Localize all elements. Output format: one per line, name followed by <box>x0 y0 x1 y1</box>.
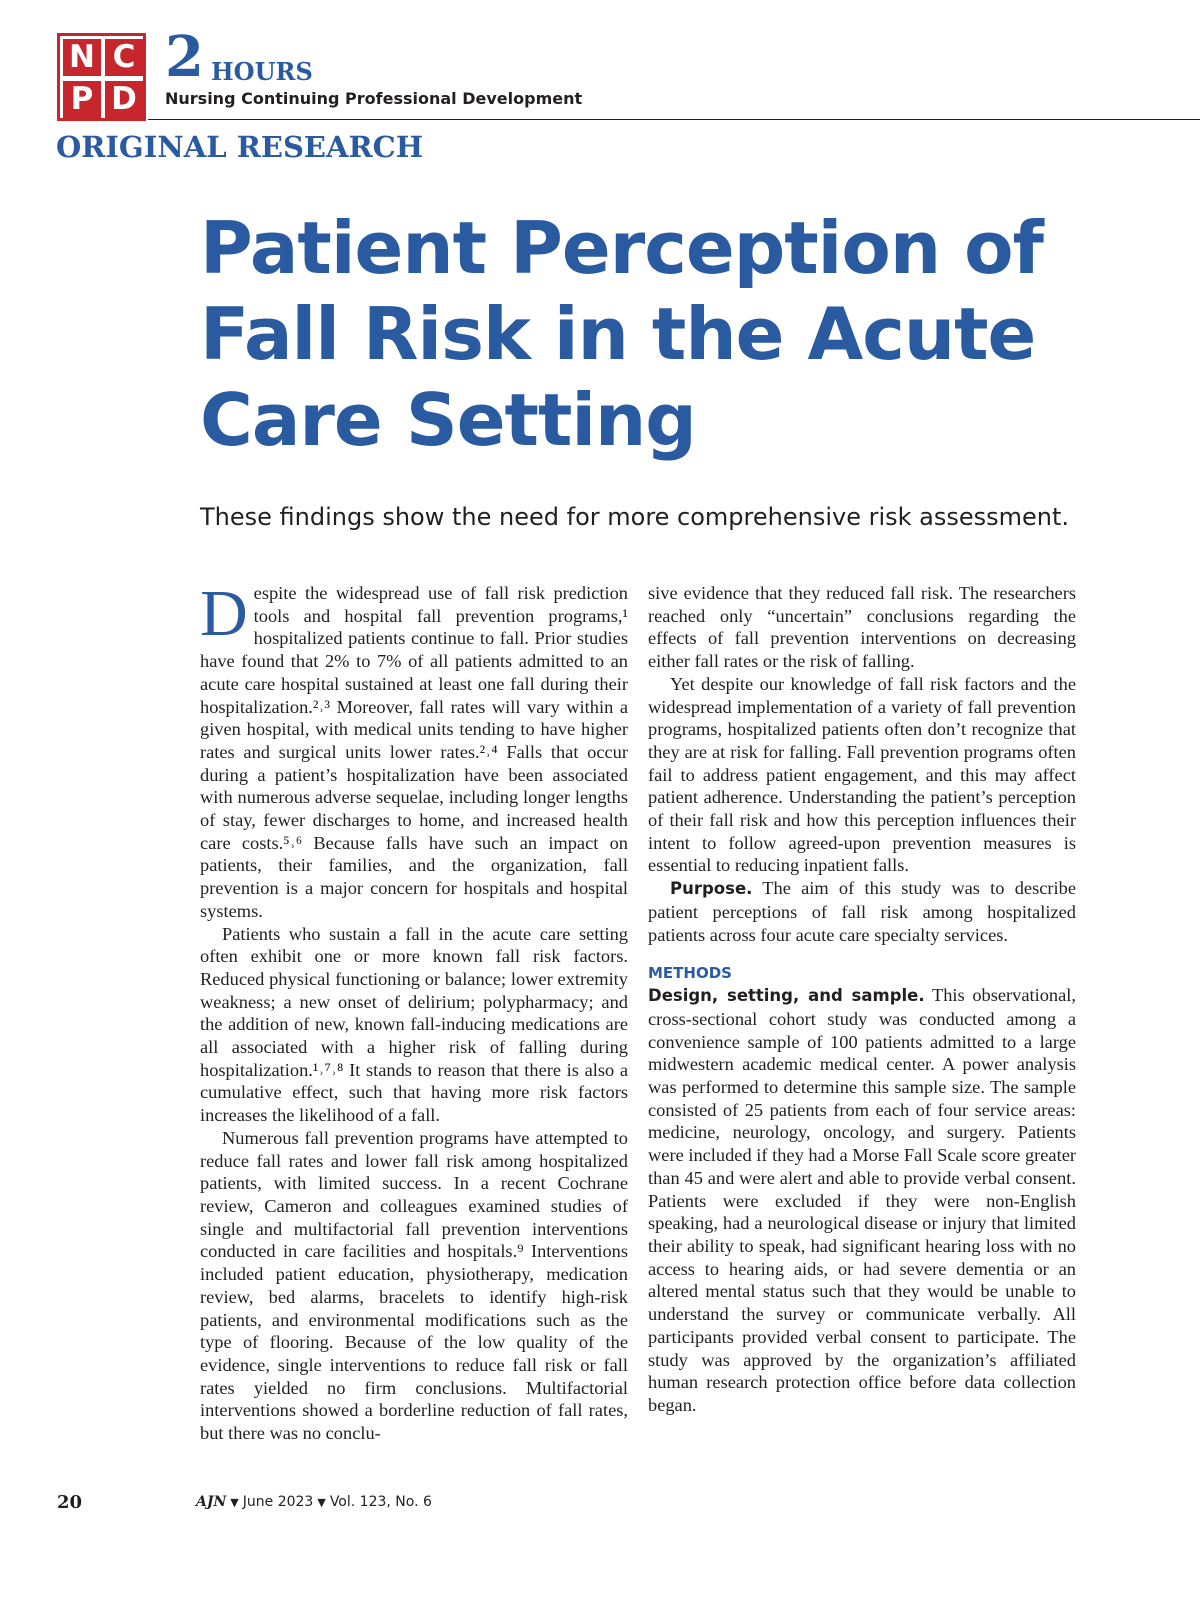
triangle-separator-icon: ▼ <box>317 1496 326 1509</box>
article-subtitle: These findings show the need for more comprehensive risk assessment. <box>200 503 1070 531</box>
hours-number: 2 <box>165 24 204 90</box>
triangle-separator-icon: ▼ <box>230 1496 239 1509</box>
purpose-text: The aim of this study was to describe patient perceptions of fall risk among hospitalized patients across four acute care specialty services. <box>648 878 1076 945</box>
journal-name: AJN <box>196 1494 227 1510</box>
body-paragraph-continued: sive evidence that they reduced fall risk. The researchers reached only “uncertain” conclusions regarding the effects of fall prevention interventions on decreasing either fall rates or the risk of falling. <box>648 583 1076 672</box>
body-column-left <box>200 577 628 1445</box>
hours-word: HOURS <box>211 57 313 86</box>
badge-letter-d: D <box>105 81 143 118</box>
section-label: ORIGINAL RESEARCH <box>56 130 424 164</box>
volume-info: Vol. 123, No. 6 <box>329 1494 432 1510</box>
ncpd-subtitle: Nursing Continuing Professional Development <box>165 89 583 108</box>
drop-cap: D <box>200 577 248 650</box>
ncpd-badge-logo <box>57 33 146 121</box>
page-number: 20 <box>57 1492 83 1513</box>
design-label: Design, setting, and sample. <box>648 986 925 1006</box>
paragraph-text: espite the widespread use of fall risk prediction tools and hospital fall prevention programs,¹ hospitalized patients continue to fall. Prior studies have found that 2% to 7% of all patients admitted to an acute care hospital sustained at least one fall during their hospitalization.²˒³ Moreover, fall rates will vary within a given hospital, with medical units tending to have higher rates and surgical units lower rates.²˒⁴ Falls that occur during a patient’s hospitalization have been associated with numerous adverse sequelae, including longer lengths of stay, fewer discharges to home, and increased health care costs.⁵˒⁶ Because falls have such an impact on patients, their families, and the organization, fall prevention is a major concern for hospitals and hospital systems. <box>200 583 628 921</box>
purpose-paragraph <box>648 877 1076 946</box>
badge-letter-c: C <box>105 39 143 76</box>
issue-date: June 2023 <box>242 1494 314 1510</box>
design-paragraph <box>648 984 1076 1416</box>
journal-info <box>196 1494 432 1510</box>
body-column-right <box>648 582 1076 1417</box>
methods-heading: METHODS <box>648 964 732 983</box>
badge-letter-p: P <box>63 81 101 118</box>
article-title: Patient Perception of Fall Risk in the Acute Care Setting <box>200 206 1043 462</box>
body-paragraph <box>200 577 628 923</box>
header-rule <box>148 119 1200 120</box>
body-paragraph: Patients who sustain a fall in the acute care setting often exhibit one or more known fall risk factors. Reduced physical functioning or balance; lower extremity weakness; a new onset of delirium; polypharmacy; and the addition of new, known fall-inducing medications are all associated with a higher risk of falling during hospitalization.¹˒⁷˒⁸ It stands to reason that there is also a cumulative effect, such that having more risk factors increases the likelihood of a fall. <box>200 923 628 1126</box>
body-paragraph: Yet despite our knowledge of fall risk factors and the widespread implementation of a variety of fall prevention programs, hospitalized patients often don’t recognize that they are at risk for falling. Fall prevention programs often fail to address patient engagement, and this may affect patient adherence. Understanding the patient’s perception of their fall risk and how this perception influences their intent to follow agreed-upon prevention measures is essential to reducing inpatient falls. <box>648 673 1076 876</box>
badge-letter-n: N <box>63 39 101 76</box>
body-paragraph: Numerous fall prevention programs have attempted to reduce fall rates and lower fall risk among hospitalized patients, with limited success. In a recent Cochrane review, Cameron and colleagues examined studies of single and multifactorial fall prevention interventions conducted in care facilities and hospitals.⁹ Interventions included patient education, physiotherapy, medication review, bed alarms, bracelets to identify high-risk patients, and environmental modifications such as the type of flooring. Because of the low quality of the evidence, single interventions to reduce fall risk or fall rates yielded no firm conclusions. Multifactorial interventions showed a borderline reduction of fall rates, but there was no conclu- <box>200 1127 628 1444</box>
design-text: This observational, cross-sectional cohort study was conducted among a convenience sample of 100 patients admitted to a large midwestern academic medical center. A power analysis was performed to determine this sample size. The sample consisted of 25 patients from each of four service areas: medicine, neurology, oncology, and surgery. Patients were included if they had a Morse Fall Scale score greater than 45 and were alert and able to provide verbal consent. Patients were excluded if they were non-English speaking, had a neurological disease or injury that limited their ability to speak, had significant hearing loss with no access to hearing aids, or had severe dementia or an altered mental status such that they would be unable to understand the survey or communicate verbally. All participants provided verbal consent to participate. The study was approved by the organization’s affiliated human research protection office before data collection began. <box>648 985 1076 1415</box>
purpose-label: Purpose. <box>670 879 753 899</box>
